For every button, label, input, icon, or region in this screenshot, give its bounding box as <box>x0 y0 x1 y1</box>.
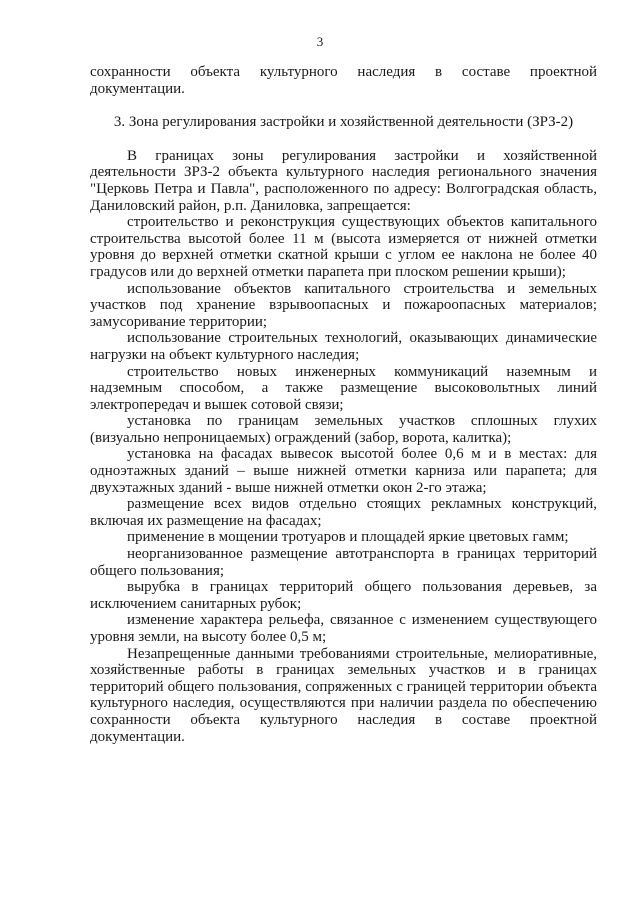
document-body <box>90 64 597 745</box>
intro-paragraph: В границах зоны регулирования застройки и хозяйственной деятельности ЗРЗ-2 объекта культурного наследия регионального значения "Церковь Петра и Павла", расположенного по адресу: Волгоградская область, Даниловский район, р.п. Даниловка, запрещается: <box>90 147 597 214</box>
closing-paragraph: Незапрещенные данными требованиями строительные, мелиоративные, хозяйственные работы в границах земельных участков и в границах территорий общего пользования, сопряженных с границей территории объекта культурного наследия, осуществляются при наличии раздела по обеспечению сохранности объекта культурного наследия в составе проектной документации. <box>90 645 597 745</box>
prohibition-item: применение в мощении тротуаров и площадей яркие цветовых гамм; <box>127 529 569 546</box>
continuation-paragraph: сохранности объекта культурного наследия в составе проектной документации. <box>90 64 597 97</box>
prohibition-item: вырубка в границах территорий общего пользования деревьев, за исключением санитарных рубок; <box>90 579 597 612</box>
prohibition-item: неорганизованное размещение автотранспорта в границах территорий общего пользования; <box>90 546 597 579</box>
prohibition-item: размещение всех видов отдельно стоящих рекламных конструкций, включая их размещение на фасадах; <box>90 496 597 529</box>
prohibition-item: строительство новых инженерных коммуникаций наземным и надземным способом, а также размещение высоковольтных линий электропередач и вышек сотовой связи; <box>90 363 597 413</box>
prohibition-item: строительство и реконструкция существующих объектов капитального строительства высотой более 11 м (высота измеряется от нижней отметки уровня до верхней отметки скатной крыши с углом ее наклона не более 40 градусов или до верхней отметки парапета при плоском решении крыши); <box>90 214 597 280</box>
prohibition-item: использование строительных технологий, оказывающих динамические нагрузки на объект культурного наследия; <box>90 330 597 363</box>
prohibition-item: установка на фасадах вывесок высотой более 0,6 м и в местах: для одноэтажных зданий – выше нижней отметки карниза или парапета; для двухэтажных зданий - выше нижней отметки окон 2-го этажа; <box>90 446 597 496</box>
prohibition-item: использование объектов капитального строительства и земельных участков под хранение взрывоопасных и пожароопасных материалов; замусоривание территории; <box>90 280 597 330</box>
prohibition-item: установка по границам земельных участков сплошных глухих (визуально непроницаемых) ограждений (забор, ворота, калитка); <box>90 413 597 446</box>
prohibition-item: изменение характера рельефа, связанное с изменением существующего уровня земли, на высоту более 0,5 м; <box>90 612 597 645</box>
page-number: 3 <box>316 34 324 49</box>
section-heading: 3. Зона регулирования застройки и хозяйственной деятельности (ЗРЗ-2) <box>113 114 574 131</box>
prohibitions-list <box>90 214 597 645</box>
